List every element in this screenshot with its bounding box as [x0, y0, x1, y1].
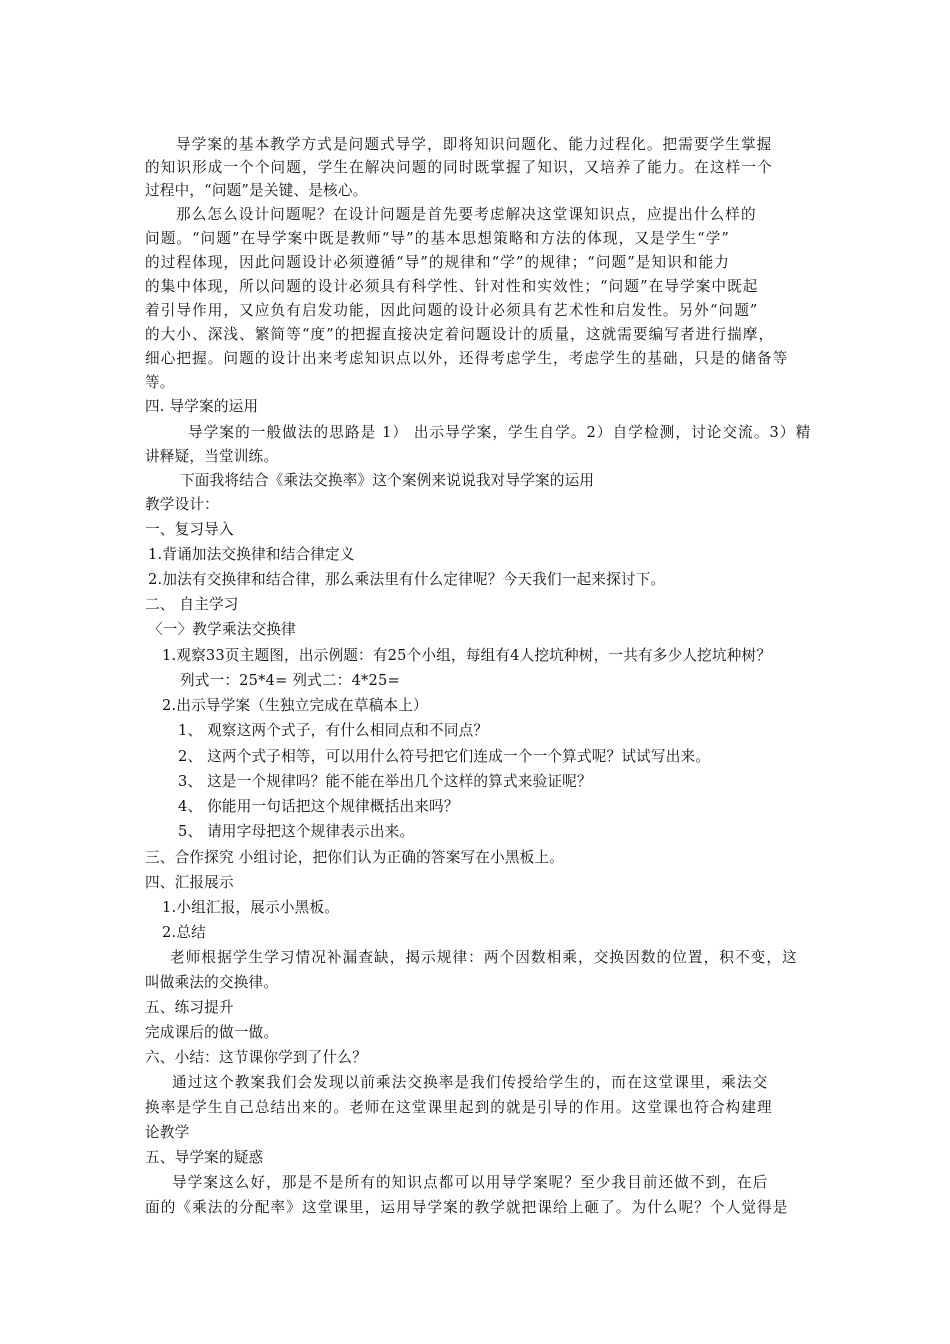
paragraph-line: 细心把握。问题的设计出来考虑知识点以外，还得考虑学生，考虑学生的基础，只是的储备等 [145, 350, 789, 367]
paragraph-line: 那么怎么设计问题呢？在设计问题是首先要考虑解决这堂课知识点，应提出什么样的 [176, 206, 757, 223]
sub-heading: 〈一〉教学乘法交换律 [148, 621, 296, 638]
list-item: 2.出示导学案（生独立完成在草稿本上） [162, 697, 428, 714]
paragraph-line: 的集中体现，所以问题的设计必须具有科学性、针对性和实效性；“问题”在导学案中既起 [145, 278, 759, 295]
paragraph-line: 下面我将结合《乘法交换率》这个案例来说说我对导学案的运用 [180, 472, 595, 489]
paragraph-line: 完成课后的做一做。 [145, 1024, 279, 1041]
paragraph-line: 的大小、深浅、繁简等“度”的把握直接决定着问题设计的质量，这就需要编写者进行揣摩， [145, 326, 775, 343]
list-item: 3、 这是一个规律吗？能不能在举出几个这样的算式来验证呢？ [178, 773, 592, 790]
list-item: 1.观察33页主题图，出示例题：有25个小组，每组有4人挖坑种树，一共有多少人挖坑种树？ [162, 647, 772, 664]
section-heading: 四. 导学案的运用 [145, 398, 259, 415]
paragraph-line: 面的《乘法的分配率》这堂课里，运用导学案的教学就把课给上砸了。为什么呢？个人觉得是 [145, 1199, 789, 1216]
section-heading: 一、复习导入 [145, 521, 234, 538]
paragraph-line: 的知识形成一个个问题，学生在解决问题的同时既掌握了知识，又培养了能力。在这样一个 [145, 159, 773, 176]
section-heading: 三、合作探究 小组讨论，把你们认为正确的答案写在小黑板上。 [145, 849, 565, 866]
list-item: 1.小组汇报，展示小黑板。 [162, 899, 340, 916]
formula-line: 列式一：25*4= 列式二：4*25= [180, 672, 400, 689]
paragraph-line: 老师根据学生学习情况补漏查缺，揭示规律：两个因数相乘，交换因数的位置，积不变，这 [170, 949, 798, 966]
paragraph-line: 换率是学生自己总结出来的。老师在这堂课里起到的就是引导的作用。这堂课也符合构建理 [145, 1099, 773, 1116]
paragraph-line: 导学案这么好，那是不是所有的知识点都可以用导学案呢？至少我目前还做不到，在后 [172, 1174, 769, 1191]
list-item: 5、 请用字母把这个规律表示出来。 [178, 823, 415, 840]
paragraph-line: 论教学 [145, 1124, 190, 1141]
paragraph-line: 导学案的基本教学方式是问题式导学，即将知识问题化、能力过程化。把需要学生掌握 [176, 136, 773, 153]
paragraph-line: 通过这个教案我们会发现以前乘法交换率是我们传授给学生的，而在这堂课里，乘法交 [172, 1074, 769, 1091]
section-heading: 教学设计： [145, 496, 219, 513]
list-item: 1.背诵加法交换律和结合律定义 [148, 546, 355, 563]
section-heading: 四、汇报展示 [145, 874, 234, 891]
paragraph-line: 叫做乘法的交换律。 [145, 974, 279, 991]
list-item: 2.加法有交换律和结合律，那么乘法里有什么定律呢？今天我们一起来探讨下。 [148, 571, 666, 588]
paragraph-line: 问题。“问题”在导学案中既是教师“导”的基本思想策略和方法的体现，又是学生“学” [145, 230, 730, 247]
paragraph-line: 着引导作用，又应负有启发功能，因此问题的设计必须具有艺术性和启发性。另外“问题” [145, 302, 759, 319]
paragraph-line: 等。 [145, 374, 175, 391]
paragraph-line: 过程中，“问题”是关键、是核心。 [145, 182, 368, 199]
paragraph-line: 导学案的一般做法的思路是 1） 出示导学案，学生自学。2）自学检测，讨论交流。3）精 [188, 424, 812, 441]
list-item: 2.总结 [162, 924, 206, 941]
paragraph-line: 的过程体现，因此问题设计必须遵循“导”的规律和“学”的规律；“问题”是知识和能力 [145, 254, 730, 271]
section-heading: 五、导学案的疑惑 [145, 1149, 264, 1166]
list-item: 2、 这两个式子相等，可以用什么符号把它们连成一个一个算式呢？试试写出来。 [178, 748, 711, 765]
section-heading: 二、 自主学习 [145, 596, 239, 613]
section-heading: 五、练习提升 [145, 999, 234, 1016]
section-heading: 六、小结：这节课你学到了什么？ [145, 1049, 367, 1066]
paragraph-line: 讲释疑，当堂训练。 [145, 448, 279, 465]
list-item: 1、 观察这两个式子，有什么相同点和不同点？ [178, 722, 489, 739]
list-item: 4、 你能用一句话把这个规律概括出来吗？ [178, 798, 459, 815]
